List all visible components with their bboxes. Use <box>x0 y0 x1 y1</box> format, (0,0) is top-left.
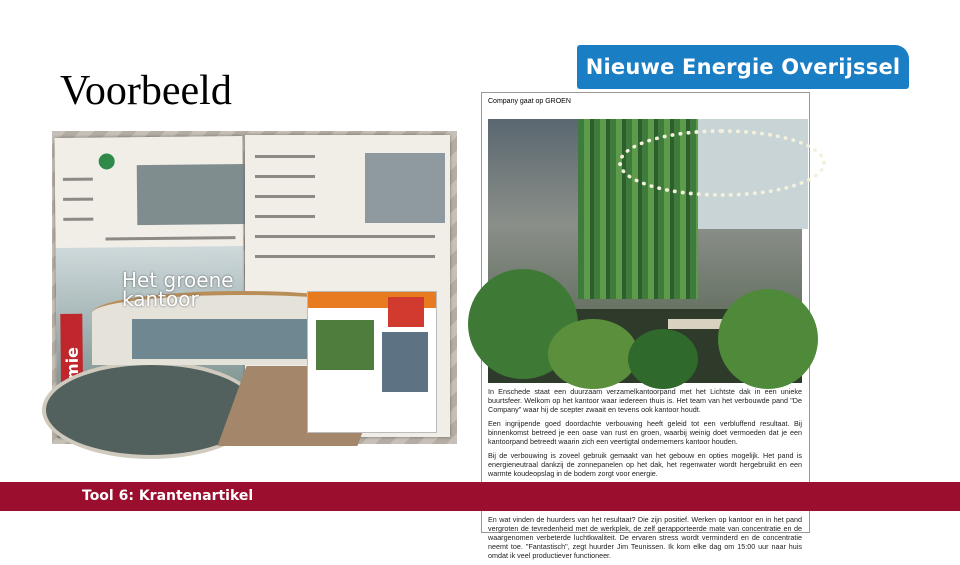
newspaper-text-line <box>255 195 315 198</box>
photo-plant <box>628 329 698 389</box>
article-page <box>481 92 810 560</box>
newspaper-text-line <box>255 255 435 258</box>
advertisement-photo <box>316 320 374 370</box>
photo-light-ring <box>618 129 826 197</box>
newspaper-building-photo <box>365 153 445 223</box>
article-body <box>488 387 802 565</box>
newspaper-top-photo <box>137 164 246 225</box>
newspaper-cross-icon <box>99 153 115 169</box>
article-paragraph: Bij de verbouwing is zoveel gebruik gemaakt van het gebouw en opties mogelijk. Het pand is energieneutraal dankzij de zonnepanelen op het dak, het regenwater wordt hergebruikt en een warmte koudeopslag in de bodem zorgt voor energie. <box>488 451 802 478</box>
newspaper-text-line <box>63 218 93 221</box>
newspaper-advertisement <box>307 291 437 433</box>
newspaper-text-line <box>255 175 315 178</box>
photo-plant <box>718 289 818 389</box>
newspaper-text-line <box>105 236 235 240</box>
slide-title: Voorbeeld <box>60 68 232 114</box>
article-paragraph: En wat vinden de huurders van het resultaat? Die zijn positief. Werken op kantoor en in het pand vergroten de tevredenheid met de werkplek, de zelf gerapporteerde mate van concentratie en de waargenomen verbeterde luchtkwaliteit. De ervaren stress wordt verminderd en de concentratie neemt toe. "Fantastisch", zegt huurder Jim Teunissen. Ik kom elke dag om 15:00 uur naar huis omdat ik veel productiever functioneer. <box>488 515 802 560</box>
photo-plant <box>548 319 638 389</box>
nieuwe-energie-overijssel-logo <box>577 45 909 89</box>
article-interior-photo <box>488 119 802 383</box>
article-paragraph: Een ingrijpende goed doordachte verbouwing heeft geleid tot een verbluffend resultaat. Bij binnenkomst betreed je een oase van rust en groen, waarbij weinig doet vermoeden dat je een kantoorpand betreedt waarin zich een veertigtal ondernemers kantoor houden. <box>488 419 802 446</box>
newspaper-text-line <box>255 215 315 218</box>
article-heading: Company gaat op GROEN <box>488 98 571 105</box>
newspaper-text-line <box>63 198 93 201</box>
advertisement-price-badge <box>388 297 424 327</box>
newspaper-headline: Het groene kantoor <box>122 268 234 311</box>
advertisement-waterfall-photo <box>382 332 428 392</box>
newspaper-text-line <box>255 155 315 158</box>
newspaper-text-line <box>255 235 435 238</box>
newspaper-photo <box>52 131 457 444</box>
footer-label: Tool 6: Krantenartikel <box>82 488 254 504</box>
newspaper-text-line <box>63 178 93 181</box>
article-paragraph: In Enschede staat een duurzaam verzamelkantoorpand met het Lichtste dak in een unieke buurtsfeer. Welkom op het kantoor waar iedereen thuis is. Het team van het verbouwde pand "De Company" waar hij de scepter zwaait en tevens ook kantoor houdt. <box>488 387 802 414</box>
logo-text: Nieuwe Energie Overijssel <box>585 55 901 79</box>
